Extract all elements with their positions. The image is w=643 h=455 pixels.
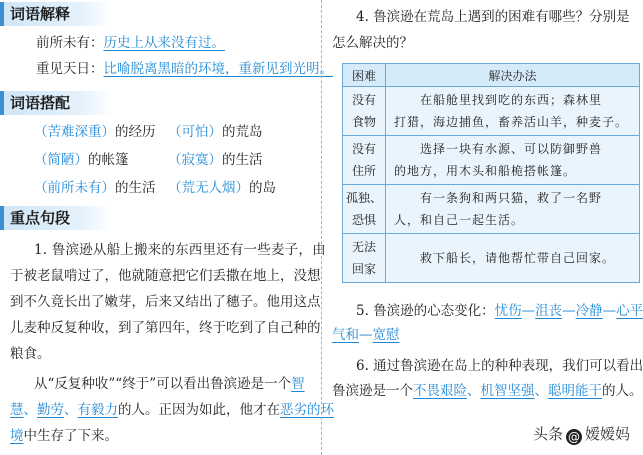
passage-line: 1. 鲁滨逊从船上搬来的东西里还有一些麦子，由 <box>34 242 326 258</box>
table-cell-solution: 在船舱里找到吃的东西；森林里 打猎，海边捕鱼，畜养活山羊，种麦子。 <box>386 87 640 136</box>
table-header-row <box>343 64 640 87</box>
question-6-line: 6. 通过鲁滨逊在岛上的种种表现，我们可以看出 <box>356 358 643 374</box>
mood-word: 沮丧 <box>535 303 563 319</box>
mood-dash: — <box>521 303 536 319</box>
analysis-separator: 、 <box>64 402 78 418</box>
table-header-solution: 解决办法 <box>386 64 640 87</box>
question-4-line: 4. 鲁滨逊在荒岛上遇到的困难有哪些？分别是 <box>356 9 630 25</box>
table-row <box>343 87 640 136</box>
section-title-key-passages: 重点句段 <box>0 206 112 230</box>
definition-line <box>36 34 225 52</box>
table-row <box>343 234 640 283</box>
mood-word: 气和 <box>332 327 359 343</box>
mood-dash: — <box>359 327 373 343</box>
answer-separator: 、 <box>534 383 548 399</box>
mood-word: 忧伤 <box>494 303 522 319</box>
table-cell-solution: 救下船长，请他帮忙带自己回家。 <box>386 234 640 283</box>
definition-answer: 比喻脱离黑暗的环境，重新见到光明。 <box>103 61 333 77</box>
table-cell-difficulty: 没有 食物 <box>343 87 386 136</box>
answer-separator: 、 <box>467 383 481 399</box>
collocation-text: 的生活 <box>115 180 156 196</box>
question-6-answer: 机智坚强 <box>480 383 535 399</box>
passage-line: 到不久竟长出了嫩芽，后来又结出了穗子。他用这点 <box>10 294 321 310</box>
collocation-item <box>168 123 263 141</box>
definition-answer: 历史上从来没有过。 <box>103 35 225 51</box>
analysis-line <box>10 427 118 445</box>
watermark <box>533 423 630 445</box>
mood-word: 宽慰 <box>372 327 400 343</box>
question-6-answer: 聪明能干 <box>548 383 602 399</box>
analysis-separator: 、 <box>23 402 37 418</box>
analysis-answer: 慧 <box>10 402 24 418</box>
collocation-item <box>168 151 263 169</box>
section-title-word-explanation: 词语解释 <box>0 2 112 26</box>
table-row <box>343 185 640 234</box>
analysis-answer: 勤劳 <box>37 402 64 418</box>
question-4-line: 怎么解决的？ <box>332 35 413 51</box>
passage-line: 儿麦种反复种收，到了第四年，终于吃到了自己种的 <box>10 320 321 336</box>
question-6-answer: 不畏艰险 <box>413 383 467 399</box>
collocation-answer: （苦难深重） <box>34 124 115 140</box>
definition-term: 前所未有： <box>36 35 104 51</box>
collocation-item <box>34 151 129 169</box>
mood-dash: — <box>602 303 617 319</box>
definition-term: 重见天日： <box>36 61 104 77</box>
collocation-text: 的经历 <box>115 124 156 140</box>
collocation-item <box>34 179 156 197</box>
difficulty-table <box>342 63 640 283</box>
table-row <box>343 136 640 185</box>
question-6-text: 的人。 <box>602 383 643 399</box>
analysis-line <box>34 375 305 393</box>
analysis-answer: 有毅力 <box>77 402 118 418</box>
collocation-text: 的岛 <box>249 180 276 196</box>
right-column <box>332 0 643 455</box>
question-5-line <box>332 326 400 344</box>
collocation-answer: （简陋） <box>34 152 88 168</box>
analysis-text: 的人。正因为如此，他才在 <box>118 402 280 418</box>
at-icon: @ <box>567 430 580 444</box>
question-5-text: 5. 鲁滨逊的心态变化： <box>356 303 495 319</box>
section-title-collocation: 词语搭配 <box>0 91 112 115</box>
table-cell-difficulty: 无法 回家 <box>343 234 386 283</box>
question-6-text: 鲁滨逊是一个 <box>332 383 413 399</box>
table-cell-solution: 有一条狗和两只猫，救了一名野 人，和自己一起生活。 <box>386 185 640 234</box>
collocation-text: 的荒岛 <box>222 124 263 140</box>
collocation-text: 的生活 <box>222 152 263 168</box>
collocation-answer: （寂寞） <box>168 152 222 168</box>
mood-word: 冷静 <box>575 303 603 319</box>
question-6-line <box>332 382 643 400</box>
collocation-item <box>168 179 276 197</box>
watermark-prefix: 头条 <box>532 425 563 443</box>
collocation-text: 的帐篷 <box>88 152 129 168</box>
definition-line <box>36 60 333 78</box>
table-cell-difficulty: 没有 住所 <box>343 136 386 185</box>
collocation-answer: （前所未有） <box>34 180 115 196</box>
mood-word: 心平 <box>616 303 643 319</box>
analysis-text: 从“反复种收”“终于”可以看出鲁滨逊是一个 <box>34 376 292 392</box>
analysis-answer: 恶劣的环 <box>280 402 334 418</box>
analysis-line <box>10 401 334 419</box>
mood-dash: — <box>562 303 576 319</box>
collocation-item <box>34 123 156 141</box>
watermark-name: 嫒嫒妈 <box>584 425 630 443</box>
collocation-answer: （可怕） <box>168 124 222 140</box>
passage-line: 粮食。 <box>10 346 51 362</box>
question-5-line <box>356 302 643 320</box>
collocation-answer: （荒无人烟） <box>168 180 249 196</box>
analysis-text: 中生存了下来。 <box>23 428 118 444</box>
analysis-answer: 智 <box>291 376 305 392</box>
passage-line: 于被老鼠啃过了，他就随意把它们丢撒在地上，没想 <box>10 268 321 284</box>
table-cell-difficulty: 孤独、 恐惧 <box>343 185 386 234</box>
analysis-answer: 境 <box>10 428 24 444</box>
table-cell-solution: 选择一块有水源、可以防御野兽 的地方，用木头和船桅搭帐篷。 <box>386 136 640 185</box>
column-divider <box>321 0 322 455</box>
table-header-difficulty: 困难 <box>343 64 386 87</box>
